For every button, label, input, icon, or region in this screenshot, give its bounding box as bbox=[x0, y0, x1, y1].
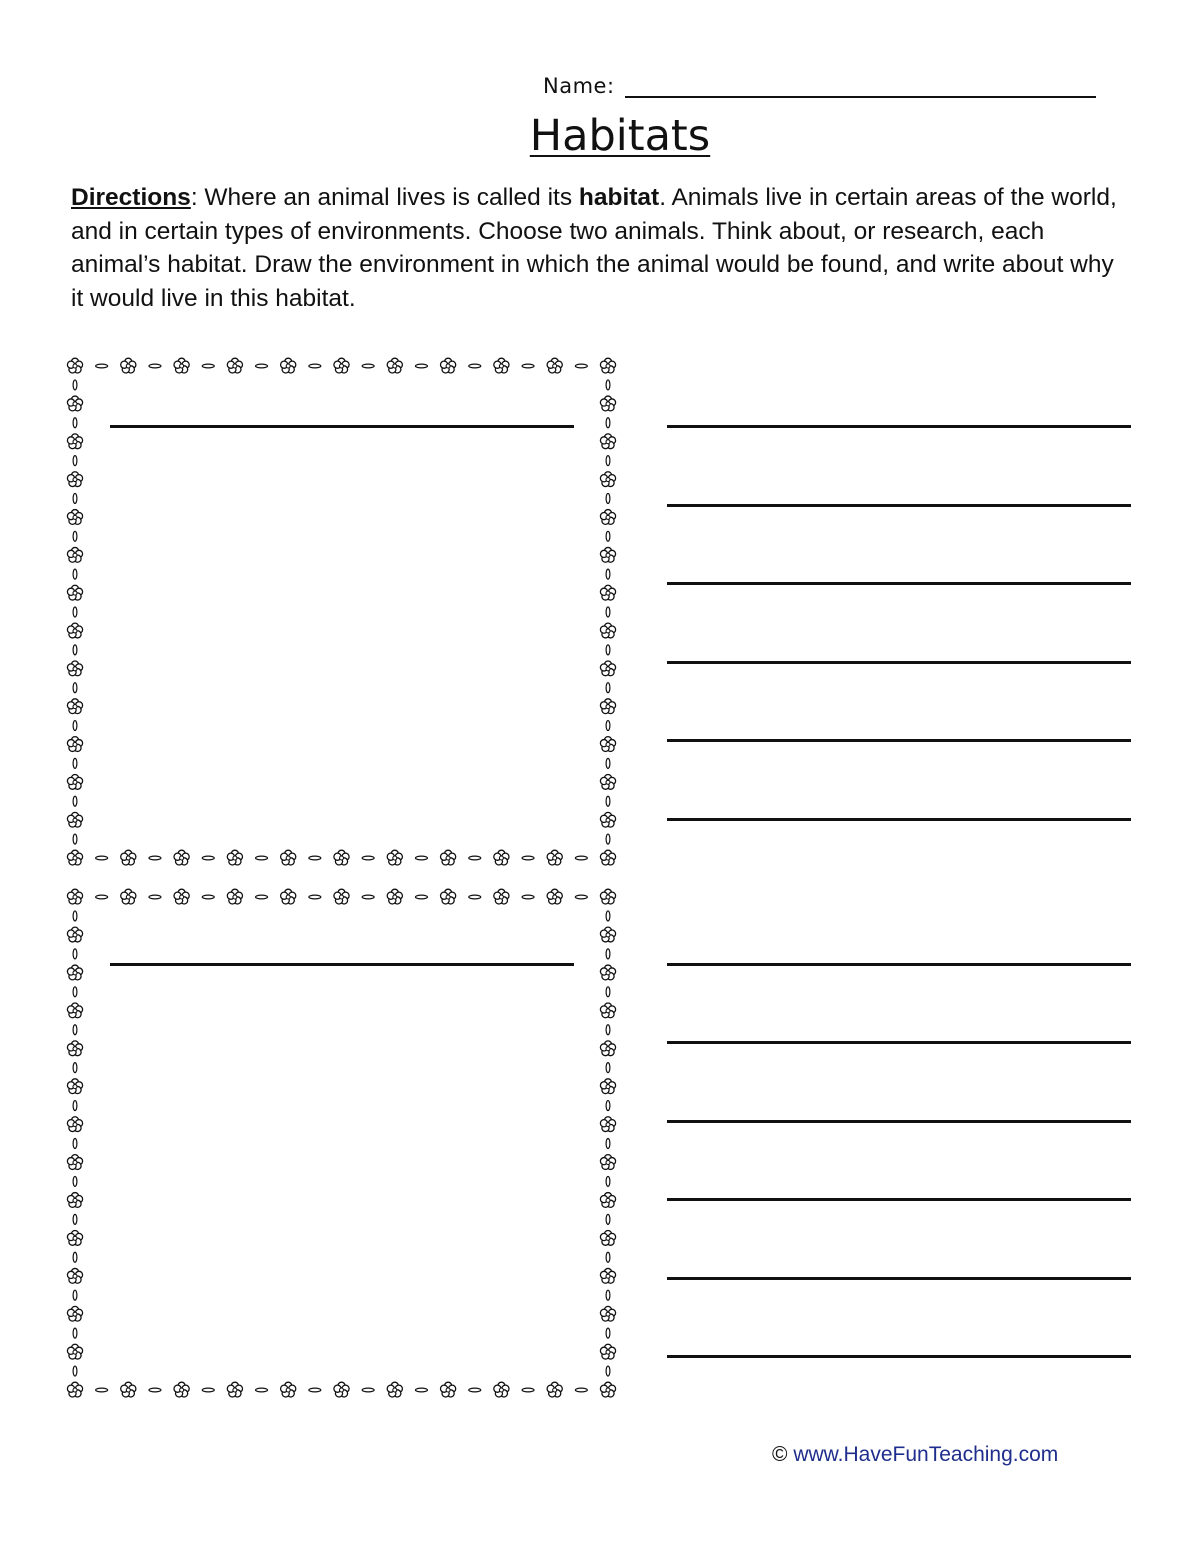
directions-text-before: : Where an animal lives is called its bbox=[190, 184, 579, 211]
directions-bold-word: habitat bbox=[578, 184, 660, 211]
flower-icon bbox=[334, 889, 349, 904]
border-link bbox=[73, 456, 77, 466]
flower-icon bbox=[600, 1231, 615, 1246]
flower-icon bbox=[67, 775, 82, 790]
border-link bbox=[73, 1176, 77, 1186]
border-link bbox=[362, 856, 374, 860]
flower-icon bbox=[121, 358, 136, 373]
flower-icon bbox=[600, 1382, 615, 1397]
flower-icon bbox=[67, 1003, 82, 1018]
flower-icon bbox=[600, 396, 615, 411]
border-link bbox=[606, 796, 610, 806]
flower-icon bbox=[121, 850, 136, 865]
border-link bbox=[149, 895, 161, 899]
border-link bbox=[96, 1388, 108, 1392]
border-link bbox=[73, 758, 77, 768]
flower-icon bbox=[600, 965, 615, 980]
flower-icon bbox=[547, 889, 562, 904]
border-link bbox=[309, 895, 321, 899]
border-link bbox=[415, 856, 427, 860]
border-link bbox=[606, 683, 610, 693]
flower-icon bbox=[387, 850, 402, 865]
flower-icon bbox=[227, 1382, 242, 1397]
flower-icon bbox=[121, 889, 136, 904]
flower-icon bbox=[547, 358, 562, 373]
writing-line[interactable] bbox=[667, 963, 1131, 966]
flower-icon bbox=[387, 358, 402, 373]
border-link bbox=[606, 1214, 610, 1224]
flower-icon bbox=[334, 850, 349, 865]
flower-icon bbox=[494, 1382, 509, 1397]
flower-icon bbox=[67, 1117, 82, 1132]
border-link bbox=[606, 911, 610, 921]
writing-line[interactable] bbox=[667, 504, 1131, 507]
border-link bbox=[606, 1176, 610, 1186]
border-link bbox=[309, 364, 321, 368]
flower-icon bbox=[441, 1382, 456, 1397]
border-link bbox=[606, 1328, 610, 1338]
flower-icon bbox=[441, 358, 456, 373]
flower-icon bbox=[494, 850, 509, 865]
flower-icon bbox=[67, 812, 82, 827]
flower-icon bbox=[67, 737, 82, 752]
writing-line[interactable] bbox=[667, 1120, 1131, 1123]
border-link bbox=[522, 895, 534, 899]
writing-line[interactable] bbox=[667, 425, 1131, 428]
border-link bbox=[73, 493, 77, 503]
border-link bbox=[202, 364, 214, 368]
footer-credit bbox=[772, 1441, 1058, 1469]
border-link bbox=[73, 531, 77, 541]
border-link bbox=[73, 1366, 77, 1376]
flower-icon bbox=[67, 1306, 82, 1321]
flower-icon bbox=[67, 472, 82, 487]
flower-icon bbox=[600, 510, 615, 525]
border-link bbox=[256, 1388, 268, 1392]
flower-icon bbox=[67, 434, 82, 449]
flower-icon bbox=[387, 889, 402, 904]
border-link bbox=[202, 856, 214, 860]
border-link bbox=[73, 1252, 77, 1262]
border-link bbox=[606, 493, 610, 503]
border-link bbox=[73, 607, 77, 617]
flower-icon bbox=[600, 775, 615, 790]
border-link bbox=[606, 1252, 610, 1262]
border-link bbox=[73, 1101, 77, 1111]
flower-icon bbox=[600, 927, 615, 942]
flower-icon bbox=[281, 850, 296, 865]
border-link bbox=[73, 683, 77, 693]
flower-icon bbox=[600, 1306, 615, 1321]
border-link bbox=[606, 758, 610, 768]
flower-icon bbox=[600, 1117, 615, 1132]
flower-icon bbox=[121, 1382, 136, 1397]
border-link bbox=[606, 531, 610, 541]
border-link bbox=[149, 364, 161, 368]
border-link bbox=[606, 1025, 610, 1035]
frame-2-title-line[interactable] bbox=[110, 963, 574, 966]
border-link bbox=[73, 1063, 77, 1073]
border-link bbox=[606, 1063, 610, 1073]
border-link bbox=[73, 1139, 77, 1149]
border-link bbox=[73, 1214, 77, 1224]
flower-icon bbox=[494, 889, 509, 904]
flower-icon bbox=[67, 358, 82, 373]
flower-icon bbox=[600, 737, 615, 752]
border-link bbox=[606, 1366, 610, 1376]
flower-icon bbox=[174, 1382, 189, 1397]
border-link bbox=[256, 856, 268, 860]
flower-icon bbox=[600, 472, 615, 487]
border-link bbox=[256, 364, 268, 368]
flower-icon bbox=[600, 623, 615, 638]
border-link bbox=[606, 456, 610, 466]
flower-icon bbox=[67, 1155, 82, 1170]
flower-icon bbox=[67, 1079, 82, 1094]
flower-icon bbox=[600, 812, 615, 827]
flower-icon bbox=[600, 699, 615, 714]
flower-icon bbox=[494, 358, 509, 373]
flower-icon bbox=[67, 661, 82, 676]
border-link bbox=[522, 856, 534, 860]
border-link bbox=[606, 721, 610, 731]
flower-icon bbox=[67, 889, 82, 904]
writing-line[interactable] bbox=[667, 661, 1131, 664]
drawing-frame-1[interactable] bbox=[67, 358, 615, 865]
border-link bbox=[606, 834, 610, 844]
border-link bbox=[606, 1101, 610, 1111]
flower-icon bbox=[547, 1382, 562, 1397]
flower-icon bbox=[600, 1268, 615, 1283]
border-link bbox=[522, 364, 534, 368]
flower-icon bbox=[67, 1193, 82, 1208]
flower-icon bbox=[600, 434, 615, 449]
flower-icon bbox=[174, 889, 189, 904]
flower-icon bbox=[547, 850, 562, 865]
writing-line[interactable] bbox=[667, 1198, 1131, 1201]
flower-icon bbox=[600, 585, 615, 600]
flower-icon bbox=[600, 850, 615, 865]
border-link bbox=[202, 1388, 214, 1392]
flower-icon bbox=[67, 510, 82, 525]
border-link bbox=[415, 895, 427, 899]
border-link bbox=[73, 380, 77, 390]
border-link bbox=[202, 895, 214, 899]
border-link bbox=[606, 569, 610, 579]
border-link bbox=[73, 1025, 77, 1035]
flower-icon bbox=[67, 965, 82, 980]
flower-icon bbox=[67, 699, 82, 714]
border-link bbox=[309, 856, 321, 860]
writing-line[interactable] bbox=[667, 818, 1131, 821]
border-link bbox=[575, 856, 587, 860]
border-link bbox=[575, 364, 587, 368]
directions-label: Directions bbox=[71, 184, 191, 211]
border-link bbox=[73, 834, 77, 844]
flower-icon bbox=[67, 396, 82, 411]
flower-icon bbox=[387, 1382, 402, 1397]
flower-icon bbox=[281, 358, 296, 373]
border-link bbox=[96, 895, 108, 899]
copyright-symbol: © bbox=[772, 1443, 788, 1466]
border-link bbox=[606, 1290, 610, 1300]
border-link bbox=[362, 1388, 374, 1392]
flower-icon bbox=[67, 850, 82, 865]
border-link bbox=[606, 418, 610, 428]
page-title: Habitats bbox=[529, 111, 711, 161]
flower-icon bbox=[174, 850, 189, 865]
flower-icon bbox=[600, 1041, 615, 1056]
flower-icon bbox=[441, 850, 456, 865]
border-link bbox=[73, 949, 77, 959]
flower-icon bbox=[334, 1382, 349, 1397]
border-link bbox=[415, 1388, 427, 1392]
frame-1-title-line[interactable] bbox=[110, 425, 574, 428]
border-link bbox=[73, 1328, 77, 1338]
flower-icon bbox=[334, 358, 349, 373]
flower-icon bbox=[67, 1041, 82, 1056]
flower-icon bbox=[227, 358, 242, 373]
name-label: Name: bbox=[543, 74, 615, 98]
flower-icon bbox=[67, 585, 82, 600]
flower-icon bbox=[600, 547, 615, 562]
border-link bbox=[606, 987, 610, 997]
border-link bbox=[96, 856, 108, 860]
border-link bbox=[469, 856, 481, 860]
border-link bbox=[469, 364, 481, 368]
flower-icon bbox=[67, 547, 82, 562]
border-link bbox=[362, 895, 374, 899]
border-link bbox=[73, 418, 77, 428]
flower-icon bbox=[600, 661, 615, 676]
border-link bbox=[73, 569, 77, 579]
website-link[interactable]: www.HaveFunTeaching.com bbox=[793, 1443, 1059, 1466]
border-link bbox=[309, 1388, 321, 1392]
flower-icon bbox=[600, 1079, 615, 1094]
flower-icon bbox=[67, 1231, 82, 1246]
border-link bbox=[575, 895, 587, 899]
border-link bbox=[606, 607, 610, 617]
flower-icon bbox=[227, 889, 242, 904]
border-link bbox=[415, 364, 427, 368]
border-link bbox=[73, 1290, 77, 1300]
border-link bbox=[606, 949, 610, 959]
writing-line[interactable] bbox=[667, 739, 1131, 742]
border-link bbox=[149, 856, 161, 860]
border-link bbox=[522, 1388, 534, 1392]
border-link bbox=[73, 645, 77, 655]
border-link bbox=[575, 1388, 587, 1392]
border-link bbox=[606, 645, 610, 655]
writing-line[interactable] bbox=[667, 1277, 1131, 1280]
flower-icon bbox=[441, 889, 456, 904]
writing-line[interactable] bbox=[667, 1355, 1131, 1358]
border-link bbox=[469, 1388, 481, 1392]
flower-icon bbox=[67, 1382, 82, 1397]
flower-icon bbox=[600, 358, 615, 373]
border-link bbox=[606, 1139, 610, 1149]
border-link bbox=[73, 796, 77, 806]
flower-icon bbox=[67, 1268, 82, 1283]
flower-icon bbox=[600, 1344, 615, 1359]
border-link bbox=[606, 380, 610, 390]
flower-icon bbox=[174, 358, 189, 373]
flower-icon bbox=[600, 1193, 615, 1208]
border-link bbox=[362, 364, 374, 368]
flower-icon bbox=[67, 1344, 82, 1359]
flower-icon bbox=[600, 889, 615, 904]
writing-line[interactable] bbox=[667, 582, 1131, 585]
border-link bbox=[73, 987, 77, 997]
flower-icon bbox=[600, 1155, 615, 1170]
flower-icon bbox=[600, 1003, 615, 1018]
border-link bbox=[96, 364, 108, 368]
writing-line[interactable] bbox=[667, 1041, 1131, 1044]
border-link bbox=[73, 721, 77, 731]
flower-icon bbox=[281, 1382, 296, 1397]
flower-icon bbox=[227, 850, 242, 865]
flower-icon bbox=[281, 889, 296, 904]
border-link bbox=[256, 895, 268, 899]
directions-text-after: . Animals live in certain areas of the world, and in certain types of environments. Choose two animals. Think about, or research, each animal’s habitat. Draw the environment in which the animal would be found, and write about why it would live in this habitat. bbox=[71, 184, 1117, 312]
border-link bbox=[73, 911, 77, 921]
border-link bbox=[149, 1388, 161, 1392]
border-link bbox=[469, 895, 481, 899]
flower-icon bbox=[67, 927, 82, 942]
flower-icon bbox=[67, 623, 82, 638]
